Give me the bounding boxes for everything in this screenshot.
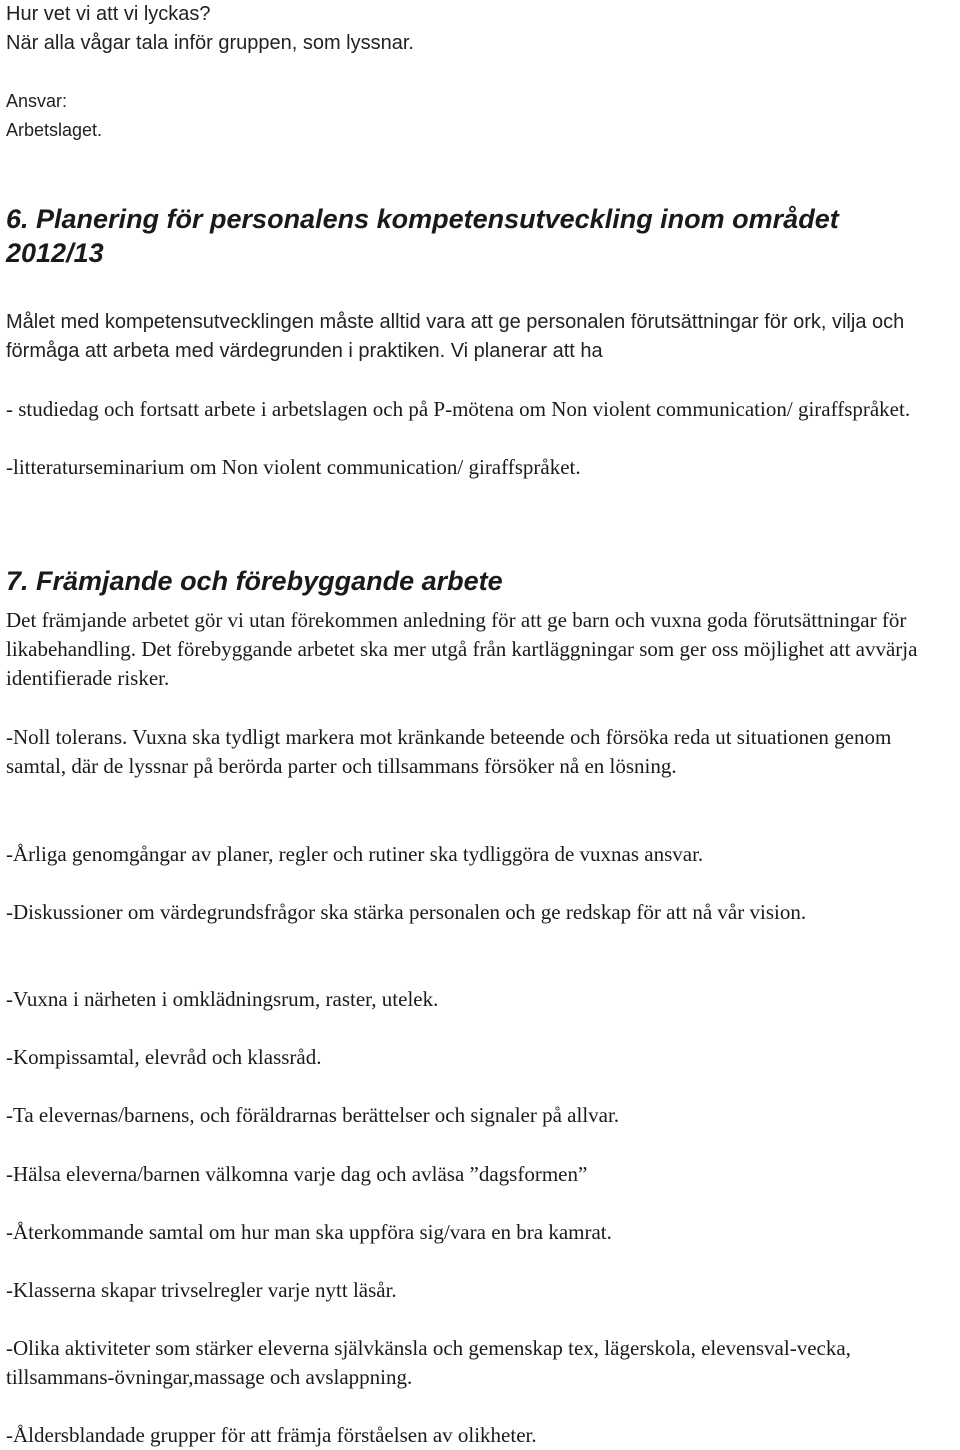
list-item-kompissamtal: -Kompissamtal, elevråd och klassråd. [6,1045,322,1069]
intro-answer: När alla vågar tala inför gruppen, som lyssnar. [6,32,414,54]
responsible-value: Arbetslaget. [6,120,103,140]
section-7-heading: 7. Främjande och förebyggande arbete [6,566,503,596]
list-item-halsa-valkomna: -Hälsa eleverna/barnen välkomna varje dag och avläsa ”dagsformen” [6,1162,588,1186]
section-7-intro [6,606,926,693]
responsible-label: Ansvar: [6,91,68,111]
section-6-item-studiedag: - studiedag och fortsatt arbete i arbetslagen och på P-mötena om Non violent communication/ giraffspråket. [6,397,911,421]
list-item-olika-aktiviteter: -Olika aktiviteter som stärker eleverna självkänsla och gemenskap tex, lägerskola, elevensval-vecka, tillsammans-övningar,massage och avslappning. [6,1336,851,1389]
section-7-paragraph-forebyggande: Det förebyggande arbetet ska mer utgå från kartläggningar som ger oss möjlighet att avvärja identifierade risker. [6,637,918,690]
list-item-trivselregler: -Klasserna skapar trivselregler varje nytt läsår. [6,1278,397,1302]
intro-question: Hur vet vi att vi lyckas? [6,3,211,25]
list-item-aterkommande-samtal: -Återkommande samtal om hur man ska uppföra sig/vara en bra kamrat. [6,1220,612,1244]
list-item-ta-berattelser: -Ta elevernas/barnens, och föräldrarnas berättelser och signaler på allvar. [6,1103,620,1127]
list-item-vuxna-i-narheten: -Vuxna i närheten i omklädningsrum, raster, utelek. [6,987,439,1011]
list-item-noll-tolerans: -Noll tolerans. Vuxna ska tydligt markera mot kränkande beteende och försöka reda ut situationen genom samtal, där de lyssnar på berörda parter och tillsammans försöker nå en lösning. [6,725,892,778]
list-item-arliga-genomgangar: -Årliga genomgångar av planer, regler och rutiner ska tydliggöra de vuxnas ansvar. [6,842,704,866]
section-6-item-litteraturseminarium: -litteraturseminarium om Non violent communication/ giraffspråket. [6,455,581,479]
section-6-heading: 6. Planering för personalens kompetensutveckling inom området 2012/13 [6,204,839,268]
section-7-paragraph-framjande: Det främjande arbetet gör vi utan förekommen anledning för att ge barn och vuxna goda förutsättningar för likabehandling. [6,608,907,661]
list-item-diskussioner: -Diskussioner om värdegrundsfrågor ska stärka personalen och ge redskap för att nå vår vision. [6,900,807,924]
section-6-paragraph: Målet med kompetensutvecklingen måste alltid vara att ge personalen förutsättningar för ork, vilja och förmåga att arbeta med värdegrunden i praktiken. Vi planerar att ha [6,311,905,362]
list-item-aldersblandade-grupper: -Åldersblandade grupper för att främja förståelsen av olikheter. [6,1423,537,1447]
